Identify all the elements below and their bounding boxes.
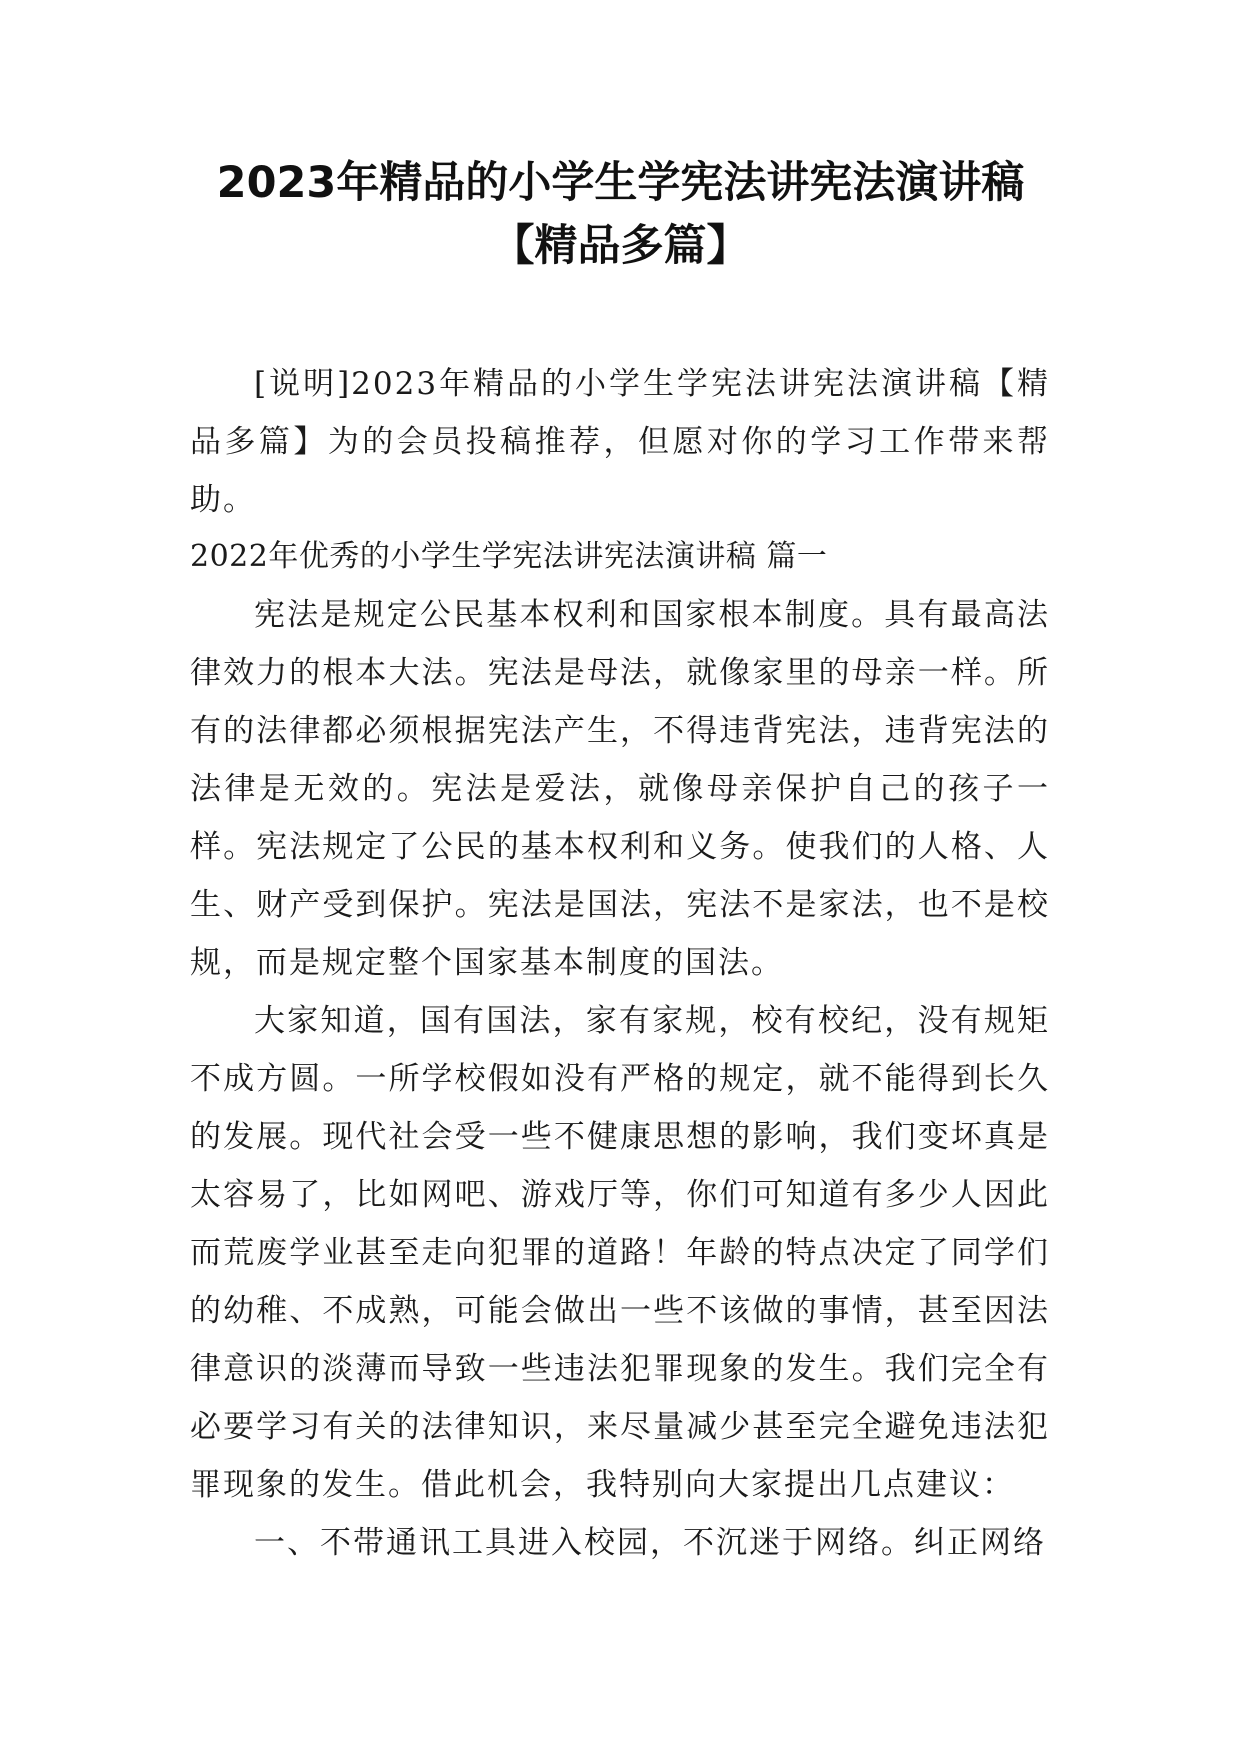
intro-block	[190, 355, 1050, 529]
body-paragraph: 宪法是规定公民基本权利和国家根本制度。具有最高法律效力的根本大法。宪法是母法，就像家里的母亲一样。所有的法律都必须根据宪法产生，不得违背宪法，违背宪法的法律是无效的。宪法是爱法，就像母亲保护自己的孩子一样。宪法规定了公民的基本权利和义务。使我们的人格、人生、财产受到保护。宪法是国法，宪法不是家法，也不是校规，而是规定整个国家基本制度的国法。	[190, 597, 1050, 981]
body-paragraph: 一、不带通讯工具进入校园，不沉迷于网络。纠正网络	[254, 1525, 1046, 1561]
body-paragraph: 大家知道，国有国法，家有家规，校有校纪，没有规矩不成方圆。一所学校假如没有严格的规定，就不能得到长久的发展。现代社会受一些不健康思想的影响，我们变坏真是太容易了，比如网吧、游戏厅等，你们可知道有多少人因此而荒废学业甚至走向犯罪的道路！年龄的特点决定了同学们的幼稚、不成熟，可能会做出一些不该做的事情，甚至因法律意识的淡薄而导致一些违法犯罪现象的发生。我们完全有必要学习有关的法律知识，来尽量减少甚至完全避免违法犯罪现象的发生。借此机会，我特别向大家提出几点建议：	[190, 1003, 1050, 1503]
document-title-line2: 【精品多篇】	[491, 221, 750, 271]
section-block	[190, 528, 1050, 1572]
document-title-line1: 2023年精品的小学生学宪法讲宪法演讲稿	[216, 158, 1025, 208]
intro-paragraph: [说明]2023年精品的小学生学宪法讲宪法演讲稿【精品多篇】为的会员投稿推荐，但愿对你的学习工作带来帮助。	[190, 366, 1050, 518]
section-heading: 2022年优秀的小学生学宪法讲宪法演讲稿 篇一	[190, 539, 828, 574]
